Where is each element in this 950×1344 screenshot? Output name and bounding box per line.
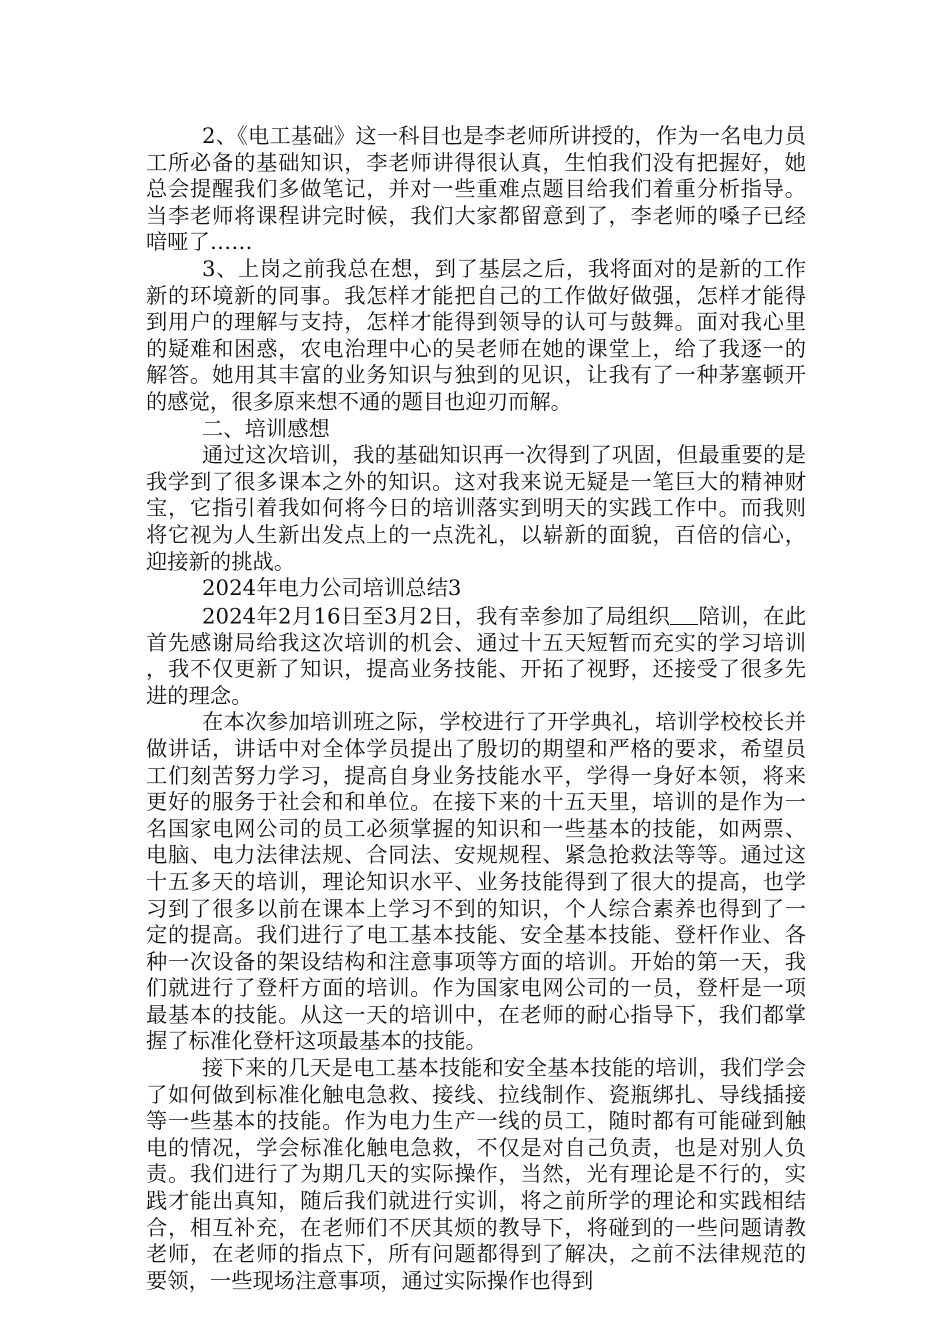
paragraph-opening-ceremony: 在本次参加培训班之际，学校进行了开学典礼，培训学校校长并做讲话，讲话中对全体学员提出了殷切的期望和严格的要求，希望员工们刻苦努力学习，提高自身业务技能水平，学得一身好本领，将来更好的服务于社会和和单位。在接下来的十五天里，培训的是作为一名国家电网公司的员工必须掌握的知识和一些基本的技能，如两票、电脑、电力法律法规、合同法、安规规程、紧急抢救法等等。通过这十五多天的培训，理论知识水平、业务技能得到了很大的提高，也学习到了很多以前在课本上学习不到的知识，个人综合素养也得到了一定的提高。我们进行了电工基本技能、安全基本技能、登杆作业、各种一次设备的架设结构和注意事项等方面的培训。开始的第一天，我们就进行了登杆方面的培训。作为国家电网公司的一员，登杆是一项最基本的技能。从这一天的培训中，在老师的耐心指导下，我们都掌握了标准化登杆这项最基本的技能。 [146,710,806,1055]
paragraph-electrical-basics: 2、《电工基础》这一科目也是李老师所讲授的，作为一名电力员工所必备的基础知识，李老师讲得很认真，生怕我们没有把握好，她总会提醒我们多做笔记，并对一些重难点题目给我们着重分析指导。当李老师将课程讲完时候，我们大家都留意到了，李老师的嗓子已经喑哑了…… [146,124,806,256]
fill-in-blank [670,603,698,625]
paragraph-training-dates-part1: 2024年2月16日至3月2日，我有幸参加了局组织 [202,603,671,629]
paragraph-training-reflection: 通过这次培训，我的基础知识再一次得到了巩固，但最重要的是我学到了很多课本之外的知识。这对我来说无疑是一笔巨大的精神财宝，它指引着我如何将今日的培训落实到明天的实践工作中。而我则将它视为人生新出发点上的一点洗礼，以崭新的面貌，百倍的信心，迎接新的挑战。 [146,443,806,575]
document-page [146,124,806,1295]
paragraph-training-dates-part2: 陪训，在此首先感谢局给我这次培训的机会、通过十五天短暂而充实的学习培训，我不仅更新了知识，提高业务技能、开拓了视野，还接受了很多先进的理念。 [146,603,806,709]
paragraph-training-dates [146,603,806,711]
section-heading-summary-3: 2024年电力公司培训总结3 [202,576,462,602]
paragraph-before-post: 3、上岗之前我总在想，到了基层之后，我将面对的是新的工作新的环境新的同事。我怎样才能把自己的工作做好做强，怎样才能得到用户的理解与支持，怎样才能得到领导的认可与鼓舞。面对我心里的疑难和困惑，农电治理中心的吴老师在她的课堂上，给了我逐一的解答。她用其丰富的业务知识与独到的见识，让我有了一种茅塞顿开的感觉，很多原来想不通的题目也迎刃而解。 [146,256,806,415]
section-heading-training-thoughts: 二、培训感想 [202,416,330,442]
paragraph-skills-training: 接下来的几天是电工基本技能和安全基本技能的培训，我们学会了如何做到标准化触电急救、接线、拉线制作、瓷瓶绑扎、导线插接等一些基本的技能。作为电力生产一线的员工，随时都有可能碰到触电的情况，学会标准化触电急救，不仅是对自己负责，也是对别人负责。我们进行了为期几天的实际操作，当然，光有理论是不行的，实践才能出真知，随后我们就进行实训，将之前所学的理论和实践相结合，相互补充，在老师们不厌其烦的教导下，将碰到的一些问题请教老师，在老师的指点下，所有问题都得到了解决，之前不法律规范的要领，一些现场注意事项，通过实际操作也得到 [146,1056,806,1294]
